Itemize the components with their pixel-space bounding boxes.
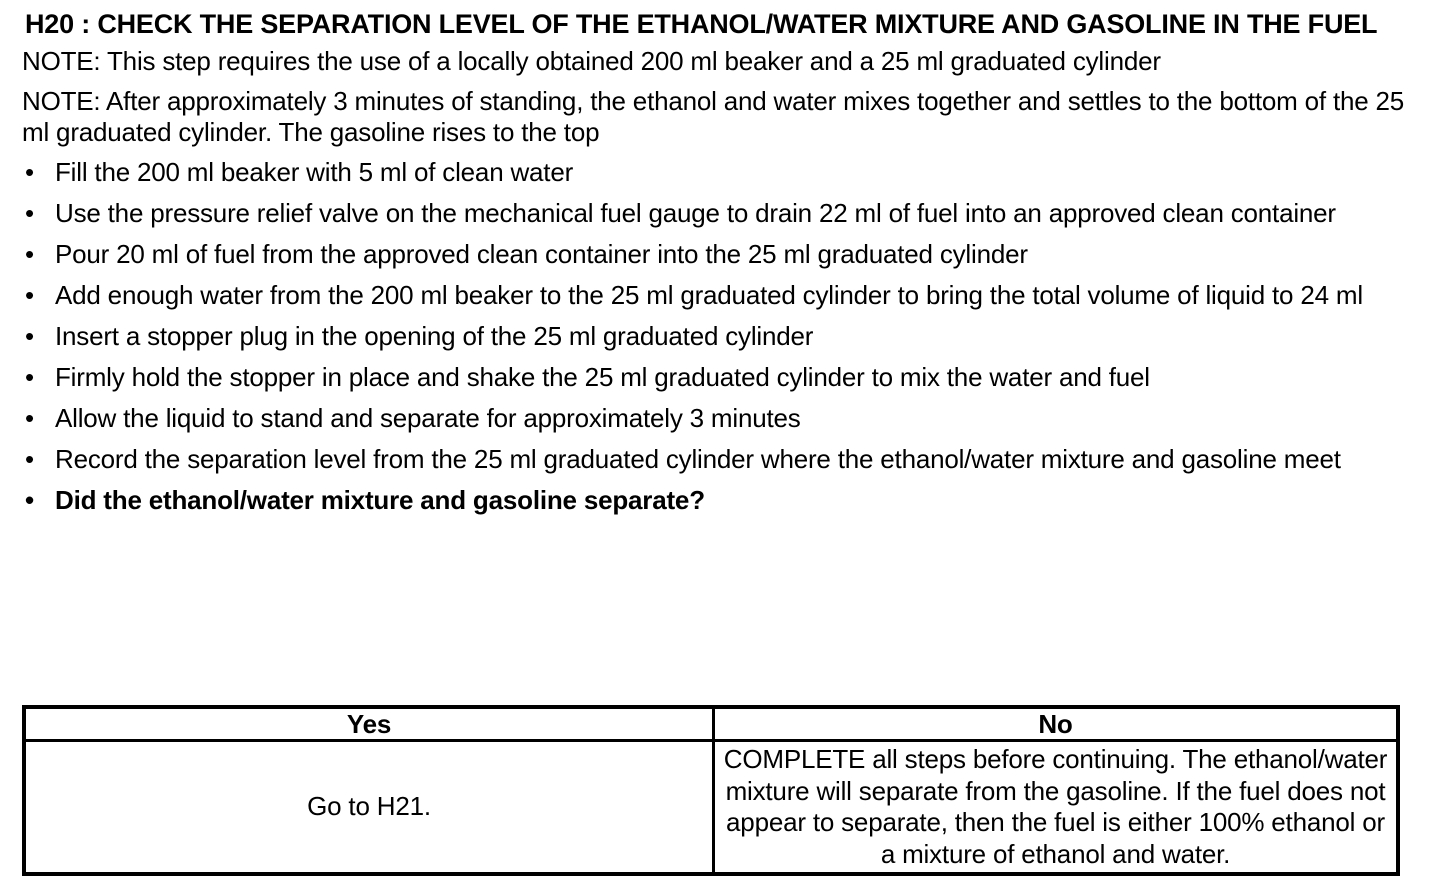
no-action-cell: COMPLETE all steps before continuing. The ethanol/water mixture will separate from the gasoline. If the fuel does not appear to separate, then the fuel is either 100% ethanol or a mixture of ethanol and water.: [714, 741, 1399, 875]
bullet-icon: •: [25, 321, 34, 351]
step-text: Fill the 200 ml beaker with 5 ml of clean water: [55, 157, 574, 187]
step-item: [22, 403, 1412, 434]
bullet-icon: •: [25, 444, 34, 474]
table-header-row: [24, 707, 1398, 741]
yes-action-cell: Go to H21.: [24, 741, 714, 875]
step-text: Use the pressure relief valve on the mechanical fuel gauge to drain 22 ml of fuel into an approved clean container: [55, 198, 1336, 228]
step-item: [22, 198, 1412, 229]
bullet-icon: •: [25, 280, 34, 310]
decision-table: [22, 705, 1400, 876]
step-item: [22, 280, 1412, 311]
procedure-page: [22, 8, 1412, 526]
note-equipment: NOTE: This step requires the use of a locally obtained 200 ml beaker and a 25 ml graduated cylinder: [22, 46, 1161, 76]
step-item: [22, 157, 1412, 188]
step-text: Firmly hold the stopper in place and shake the 25 ml graduated cylinder to mix the water and fuel: [55, 362, 1150, 392]
bullet-icon: •: [25, 157, 34, 187]
step-question: [22, 485, 1412, 516]
header-no: No: [714, 707, 1399, 741]
bullet-icon: •: [25, 239, 34, 269]
note-settling: NOTE: After approximately 3 minutes of standing, the ethanol and water mixes together and settles to the bottom of the 25 ml graduated cylinder. The gasoline rises to the top: [22, 86, 1405, 147]
bullet-icon: •: [25, 362, 34, 392]
step-text: Add enough water from the 200 ml beaker to the 25 ml graduated cylinder to bring the total volume of liquid to 24 ml: [55, 280, 1363, 310]
step-item: [22, 239, 1412, 270]
step-text: Allow the liquid to stand and separate for approximately 3 minutes: [55, 403, 801, 433]
question-text: Did the ethanol/water mixture and gasoline separate?: [55, 485, 705, 515]
bullet-icon: •: [25, 403, 34, 433]
table-row: [24, 741, 1398, 875]
bullet-icon: •: [25, 485, 34, 515]
bullet-icon: •: [25, 198, 34, 228]
step-item: [22, 362, 1412, 393]
step-item: [22, 444, 1412, 475]
header-yes: Yes: [24, 707, 714, 741]
step-text: Pour 20 ml of fuel from the approved clean container into the 25 ml graduated cylinder: [55, 239, 1028, 269]
step-title: H20 : CHECK THE SEPARATION LEVEL OF THE ETHANOL/WATER MIXTURE AND GASOLINE IN THE FUEL: [25, 9, 1378, 39]
step-item: [22, 321, 1412, 352]
step-text: Insert a stopper plug in the opening of the 25 ml graduated cylinder: [55, 321, 814, 351]
step-text: Record the separation level from the 25 ml graduated cylinder where the ethanol/water mixture and gasoline meet: [55, 444, 1341, 474]
